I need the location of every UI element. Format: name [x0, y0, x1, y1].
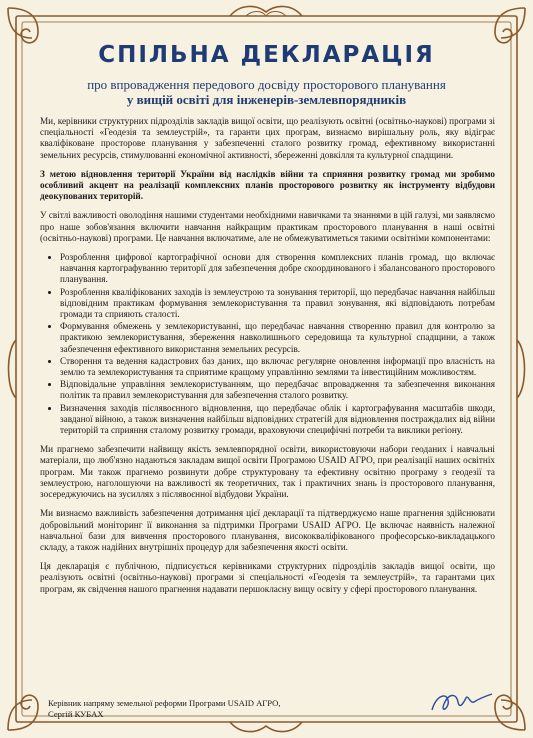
list-item: • Формування обмежень у землекористуванні, що передбачає навчання створенню правил для контролю за практикою землекористування, збереження навколишнього середовища та культурної спадщини, а також забезпечення ефективного використання земельних ресурсів. [60, 321, 495, 355]
handwritten-signature [426, 684, 496, 720]
subtitle-line-2: у вищій освіті для інженерів-землевпорядників [126, 92, 407, 107]
list-item: • Відповідальне управління землекористуванням, що передбачає впровадження та забезпечення виконання політик та правил землекористування для забезпечення сталого розвитку. [60, 379, 495, 401]
list-item: • Визначення заходів післявоєнного відновлення, що передбачає облік і картографування масштабів шкоди, завданої війною, а також визначення найбільш відповідних стратегій для відновлення постраждалих від війни територій та сприяння сталому розвитку громади, враховуючи специфічні потреби та виклики регіону. [60, 403, 495, 437]
list-item: • Розроблення цифрової картографічної основи для створення комплексних планів громад, що включає навчання картографуванню території для забезпечення добре скоординованого і збалансованого просторового планування. [60, 252, 495, 286]
signatory-role: Керівник напряму земельної реформи Програми USAID АГРО, [48, 698, 281, 708]
declaration-body [40, 116, 495, 603]
signatory-name: Сергій КУБАХ [48, 709, 104, 719]
signature-block [48, 698, 281, 720]
paragraph: Ця декларація є публічною, підписується керівниками структурних підрозділів закладів вищої освіти, що реалізують освітні (освітньо-наукові) програми зі спеціальності «Геодезія та землеустрій», та гарантами цих програм, як свідчення нашого прагнення надавати першокласну вищу освіту у сфері просторового планування. [40, 561, 495, 594]
paragraph: Ми, керівники структурних підрозділів закладів вищої освіти, що реалізують освітні (освітньо-наукові) програми зі спеціальності «Геодезія та землеустрій», та гаранти цих програм, визнаємо вирішальну роль, яку відіграє кваліфіковане просторове планування у забезпеченні сталого розвитку громад, ефективному використанні земельних ресурсів, стимулюванні економічної активності, збереженні довкілля та культурної спадщини. [40, 116, 495, 160]
component-list [40, 252, 495, 436]
paragraph: З метою відновлення території України від наслідків війни та сприяння розвитку громад ми зробимо особливий акцент на реалізації комплексних планів просторового розвитку як інструменту відбудови деокупованих територій. [40, 168, 495, 202]
list-item: • Створення та ведення кадастрових баз даних, що включає регулярне оновлення інформації про власність на землю та землекористування та сприятиме кращому управлінню землями та інвестиційним можливостям. [60, 356, 495, 378]
paragraph: Ми визнаємо важливість забезпечення дотримання цієї декларації та підтверджуємо наше прагнення здійснювати добровільний моніторинг її виконання за підтримки Програми USAID АГРО. Це включає наявність належної навчальної бази для вивчення просторового планування, висококваліфікованого професорсько-викладацького складу, а також надійних внутрішніх процедур для забезпечення якості освіти. [40, 508, 495, 552]
document-title: СПІЛЬНА ДЕКЛАРАЦІЯ [98, 42, 435, 68]
list-item: • Розроблення кваліфікованих заходів із землеустрою та зонування території, що передбачає навчання найбільш відповідним практикам формування землекористування та правил зонування, які відповідають потребам громади та сприяють сталості. [60, 287, 495, 321]
paragraph: Ми прагнемо забезпечити найвищу якість землевпорядної освіти, використовуючи набори геоданих і навчальні матеріали, що люб'язно надаються закладам вищої освіти Програмою USAID АГРО, при реалізації наших освітніх програм. Ми також прагнемо розвинути добре структуровану та ефективну освітню програму з геодезії та землеустрою, наголошуючи на важливості як теоретичних, так і практичних знань із просторового планування, зосереджуючись на зусиллях з післявоєнної відбудови України. [40, 444, 495, 500]
document-subtitle [60, 77, 473, 107]
subtitle-line-1: про впровадження передового досвіду просторового планування [87, 77, 446, 92]
paragraph: У світлі важливості оволодіння нашими студентами необхідними навичками та знаннями в цій галузі, ми заявляємо про наше зобов'язання включити навчання найкращим практикам просторового планування в наші освітні (освітньо-наукові) програми. Це навчання включатиме, але не обмежуватиметься такими освітніми компонентами: [40, 210, 495, 243]
